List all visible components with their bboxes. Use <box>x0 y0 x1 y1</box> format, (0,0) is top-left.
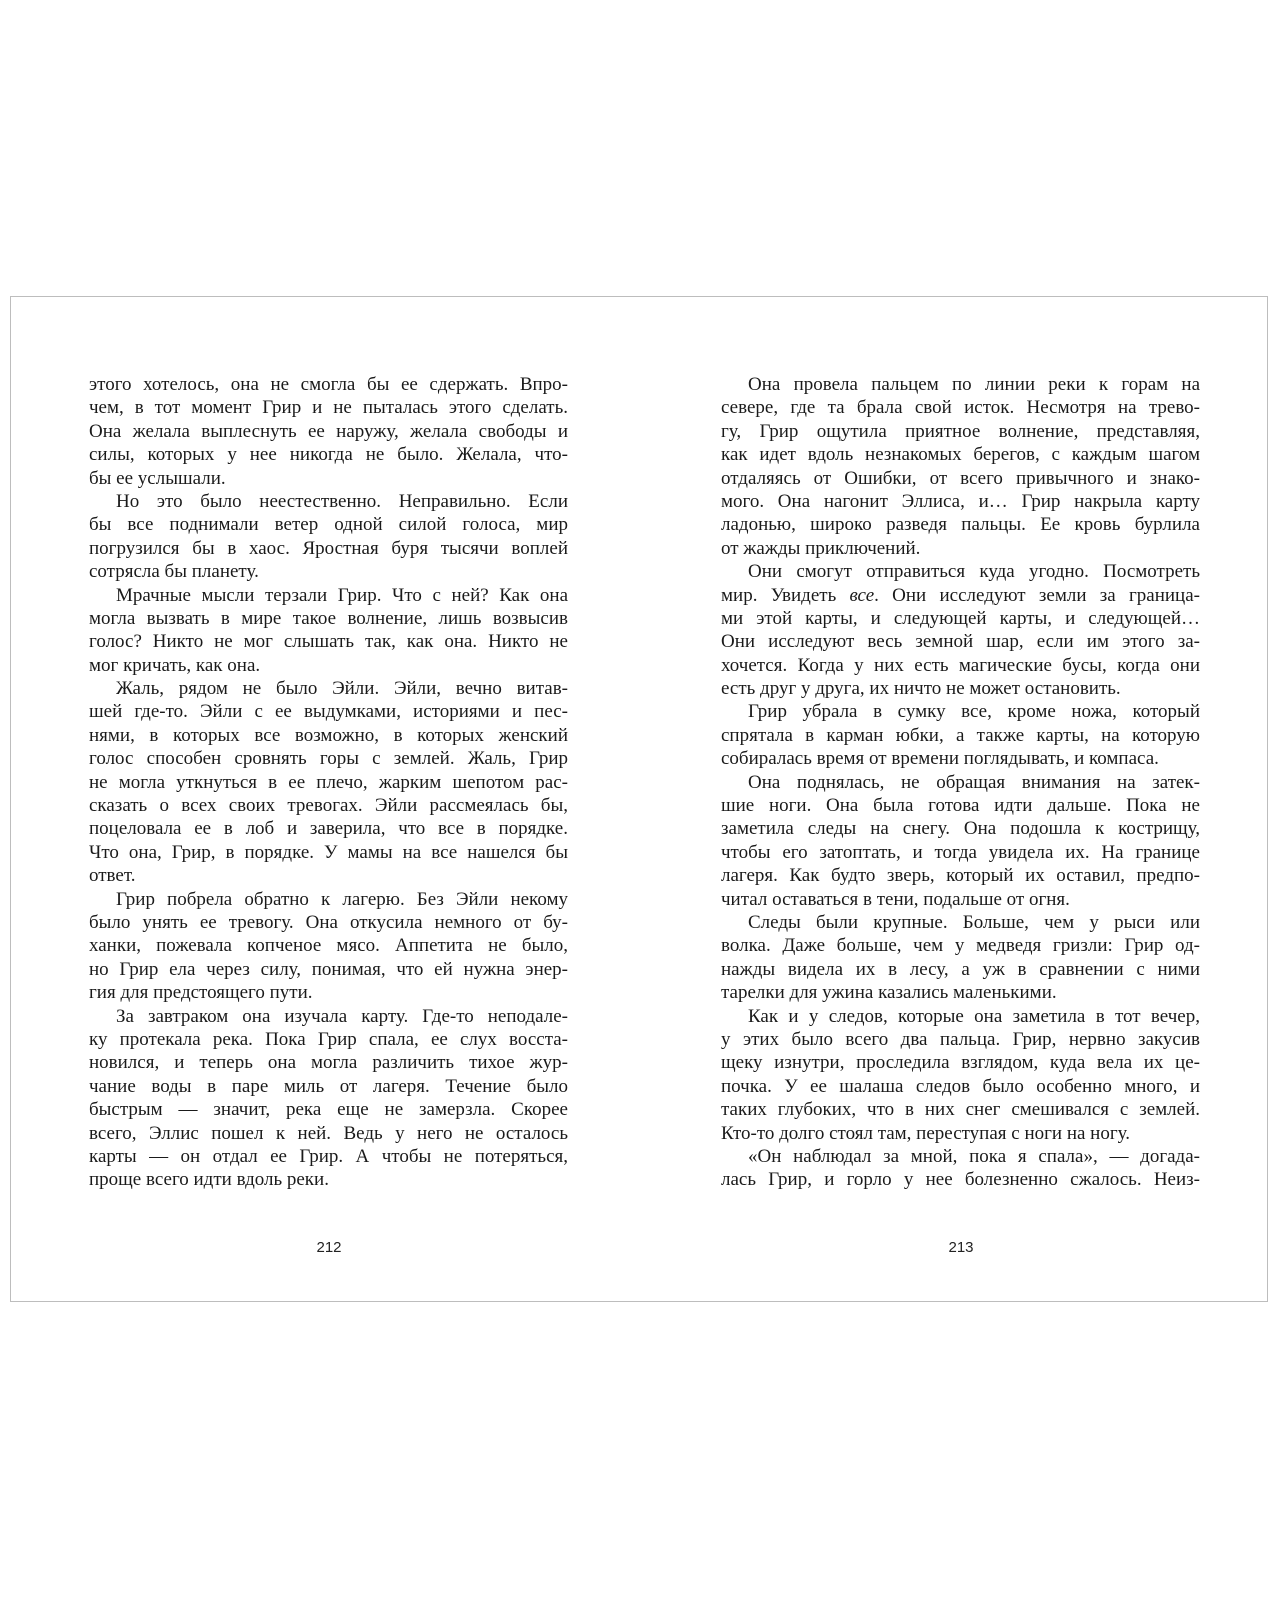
text-line: гия для предстоящего пути. <box>89 982 313 1004</box>
page-number-right: 213 <box>948 1239 974 1256</box>
text-line: этого хотелось, она не смогла бы ее сдержать. Впро- <box>89 374 568 395</box>
text-line: читал оставаться в тени, подальше от огня. <box>721 888 1070 910</box>
text-line: Они исследуют весь земной шар, если им этого за- <box>721 631 1200 653</box>
text-line: голос? Никто не мог слышать так, как она. Никто не <box>89 631 568 653</box>
text-line: Грир побрела обратно к лагерю. Без Эйли некому <box>116 888 568 910</box>
text-line: таких глубоких, что в них снег смешивался с землей. <box>721 1099 1200 1121</box>
text-line: лась Грир, и горло у нее болезненно сжалось. Неиз- <box>721 1169 1200 1191</box>
text-line: «Он наблюдал за мной, пока я спала», — догада- <box>748 1145 1200 1167</box>
text-line: было унять ее тревогу. Она откусила немного от бу- <box>89 911 568 933</box>
text-line: но Грир ела через силу, понимая, что ей нужна энер- <box>89 958 568 980</box>
text-line: почка. У ее шалаша следов было особенно много, и <box>721 1075 1200 1097</box>
text-line: могла вызвать в мире такое волнение, лишь возвысив <box>89 607 568 629</box>
text-line: не могла уткнуться в ее плечо, жарким шепотом рас- <box>89 771 568 793</box>
text-line: тарелки для ужина казались маленькими. <box>721 982 1057 1004</box>
text-line: хочется. Когда у них есть магические бусы, когда они <box>721 654 1200 676</box>
page-number-left: 212 <box>316 1239 342 1256</box>
text-line: Но это было неестественно. Неправильно. Если <box>116 490 568 512</box>
text-line: Кто-то долго стоял там, переступая с ноги на ногу. <box>721 1122 1130 1144</box>
text-line: ми этой карты, и следующей карты, и следующей… <box>721 607 1200 629</box>
left-page-text <box>89 373 568 1192</box>
text-line: Она поднялась, не обращая внимания на затек- <box>748 771 1200 793</box>
text-line: спрятала в карман юбки, а также карты, на которую <box>721 724 1200 746</box>
text-line: бы все поднимали ветер одной силой голоса, мир <box>89 514 568 536</box>
text-line: чтобы его затоптать, и тогда увидела их. На границе <box>721 841 1200 863</box>
text-line: проще всего идти вдоль реки. <box>89 1169 329 1191</box>
text-line: Жаль, рядом не было Эйли. Эйли, вечно витав- <box>116 678 568 700</box>
text-line: ответ. <box>89 865 136 887</box>
text-line: быстрым — значит, река еще не замерзла. Скорее <box>89 1099 568 1121</box>
text-line: бы ее услышали. <box>89 467 226 489</box>
text-line: щеку изнутри, проследила взглядом, куда вела их це- <box>721 1052 1200 1074</box>
text-line: гу, Грир ощутила приятное волнение, представляя, <box>721 420 1200 442</box>
text-line: шей где-то. Эйли с ее выдумками, историями и пес- <box>89 701 568 723</box>
text-line: всего, Эллис пошел к ней. Ведь у него не осталось <box>89 1122 568 1144</box>
text-line: собиралась время от времени поглядывать, и компаса. <box>721 748 1159 770</box>
text-line: отдаляясь от Ошибки, от всего привычного и знако- <box>721 467 1200 489</box>
text-line: Грир убрала в сумку все, кроме ножа, который <box>748 701 1200 723</box>
text-line: ладонью, широко разведя пальцы. Ее кровь бурлила <box>721 514 1200 536</box>
text-line: севере, где та брала свой исток. Несмотря на трево- <box>721 397 1200 419</box>
text-line: ку протекала река. Пока Грир спала, ее слух восста- <box>89 1028 568 1050</box>
text-line: мого. Она нагонит Эллиса, и… Грир накрыла карту <box>721 490 1200 512</box>
text-line: от жажды приключений. <box>721 537 921 559</box>
text-line: лагеря. Как будто зверь, который их оставил, предпо- <box>721 865 1200 887</box>
text-line: Мрачные мысли терзали Грир. Что с ней? Как она <box>116 584 568 606</box>
text-line: ханки, пожевала копченое мясо. Аппетита не было, <box>89 935 568 957</box>
text-line: Как и у следов, которые она заметила в тот вечер, <box>748 1005 1200 1027</box>
text-line: погрузился бы в хаос. Яростная буря тысячи воплей <box>89 537 568 559</box>
text-line: нажды видела их в лесу, а уж в сравнении с ними <box>721 958 1200 980</box>
book-spread <box>10 296 1268 1302</box>
text-line: Следы были крупные. Больше, чем у рыси или <box>748 911 1200 933</box>
text-line: Они смогут отправиться куда угодно. Посмотреть <box>748 561 1200 583</box>
text-line: силы, которых у нее никогда не было. Желала, что- <box>89 444 568 466</box>
text-line: За завтраком она изучала карту. Где-то неподале- <box>116 1005 568 1027</box>
text-line: сотрясла бы планету. <box>89 561 259 583</box>
text-line: Что она, Грир, в порядке. У мамы на все нашелся бы <box>89 841 568 863</box>
text-line: волка. Даже больше, чем у медведя гризли: Грир од- <box>721 935 1200 957</box>
text-line: новился, и теперь она могла различить тихое жур- <box>89 1052 568 1074</box>
text-line: нями, в которых все возможно, в которых женский <box>89 724 568 746</box>
text-line: сказать о всех своих тревогах. Эйли рассмеялась бы, <box>89 795 568 817</box>
text-line: как идет вдоль незнакомых берегов, с каждым шагом <box>721 444 1200 466</box>
text-line: поцеловала ее в лоб и заверила, что все в порядке. <box>89 818 568 840</box>
text-line: у этих было всего два пальца. Грир, нервно закусив <box>721 1028 1200 1050</box>
text-line: карты — он отдал ее Грир. А чтобы не потеряться, <box>89 1145 568 1167</box>
text-line: заметила следы на снегу. Она подошла к кострищу, <box>721 818 1200 840</box>
text-line: чание воды в паре миль от лагеря. Течение было <box>89 1075 568 1097</box>
text-line: Она провела пальцем по линии реки к горам на <box>748 374 1200 395</box>
text-line: есть друг у друга, их ничто не может остановить. <box>721 678 1121 700</box>
text-line: Она желала выплеснуть ее наружу, желала свободы и <box>89 420 568 442</box>
right-page-text <box>721 373 1200 1192</box>
text-line: мир. Увидеть все. Они исследуют земли за граница- <box>721 584 1200 606</box>
text-line: шие ноги. Она была готова идти дальше. Пока не <box>721 795 1200 817</box>
text-line: мог кричать, как она. <box>89 654 261 676</box>
text-line: голос способен сровнять горы с землей. Жаль, Грир <box>89 748 568 770</box>
text-line: чем, в тот момент Грир и не пыталась этого сделать. <box>89 397 568 419</box>
